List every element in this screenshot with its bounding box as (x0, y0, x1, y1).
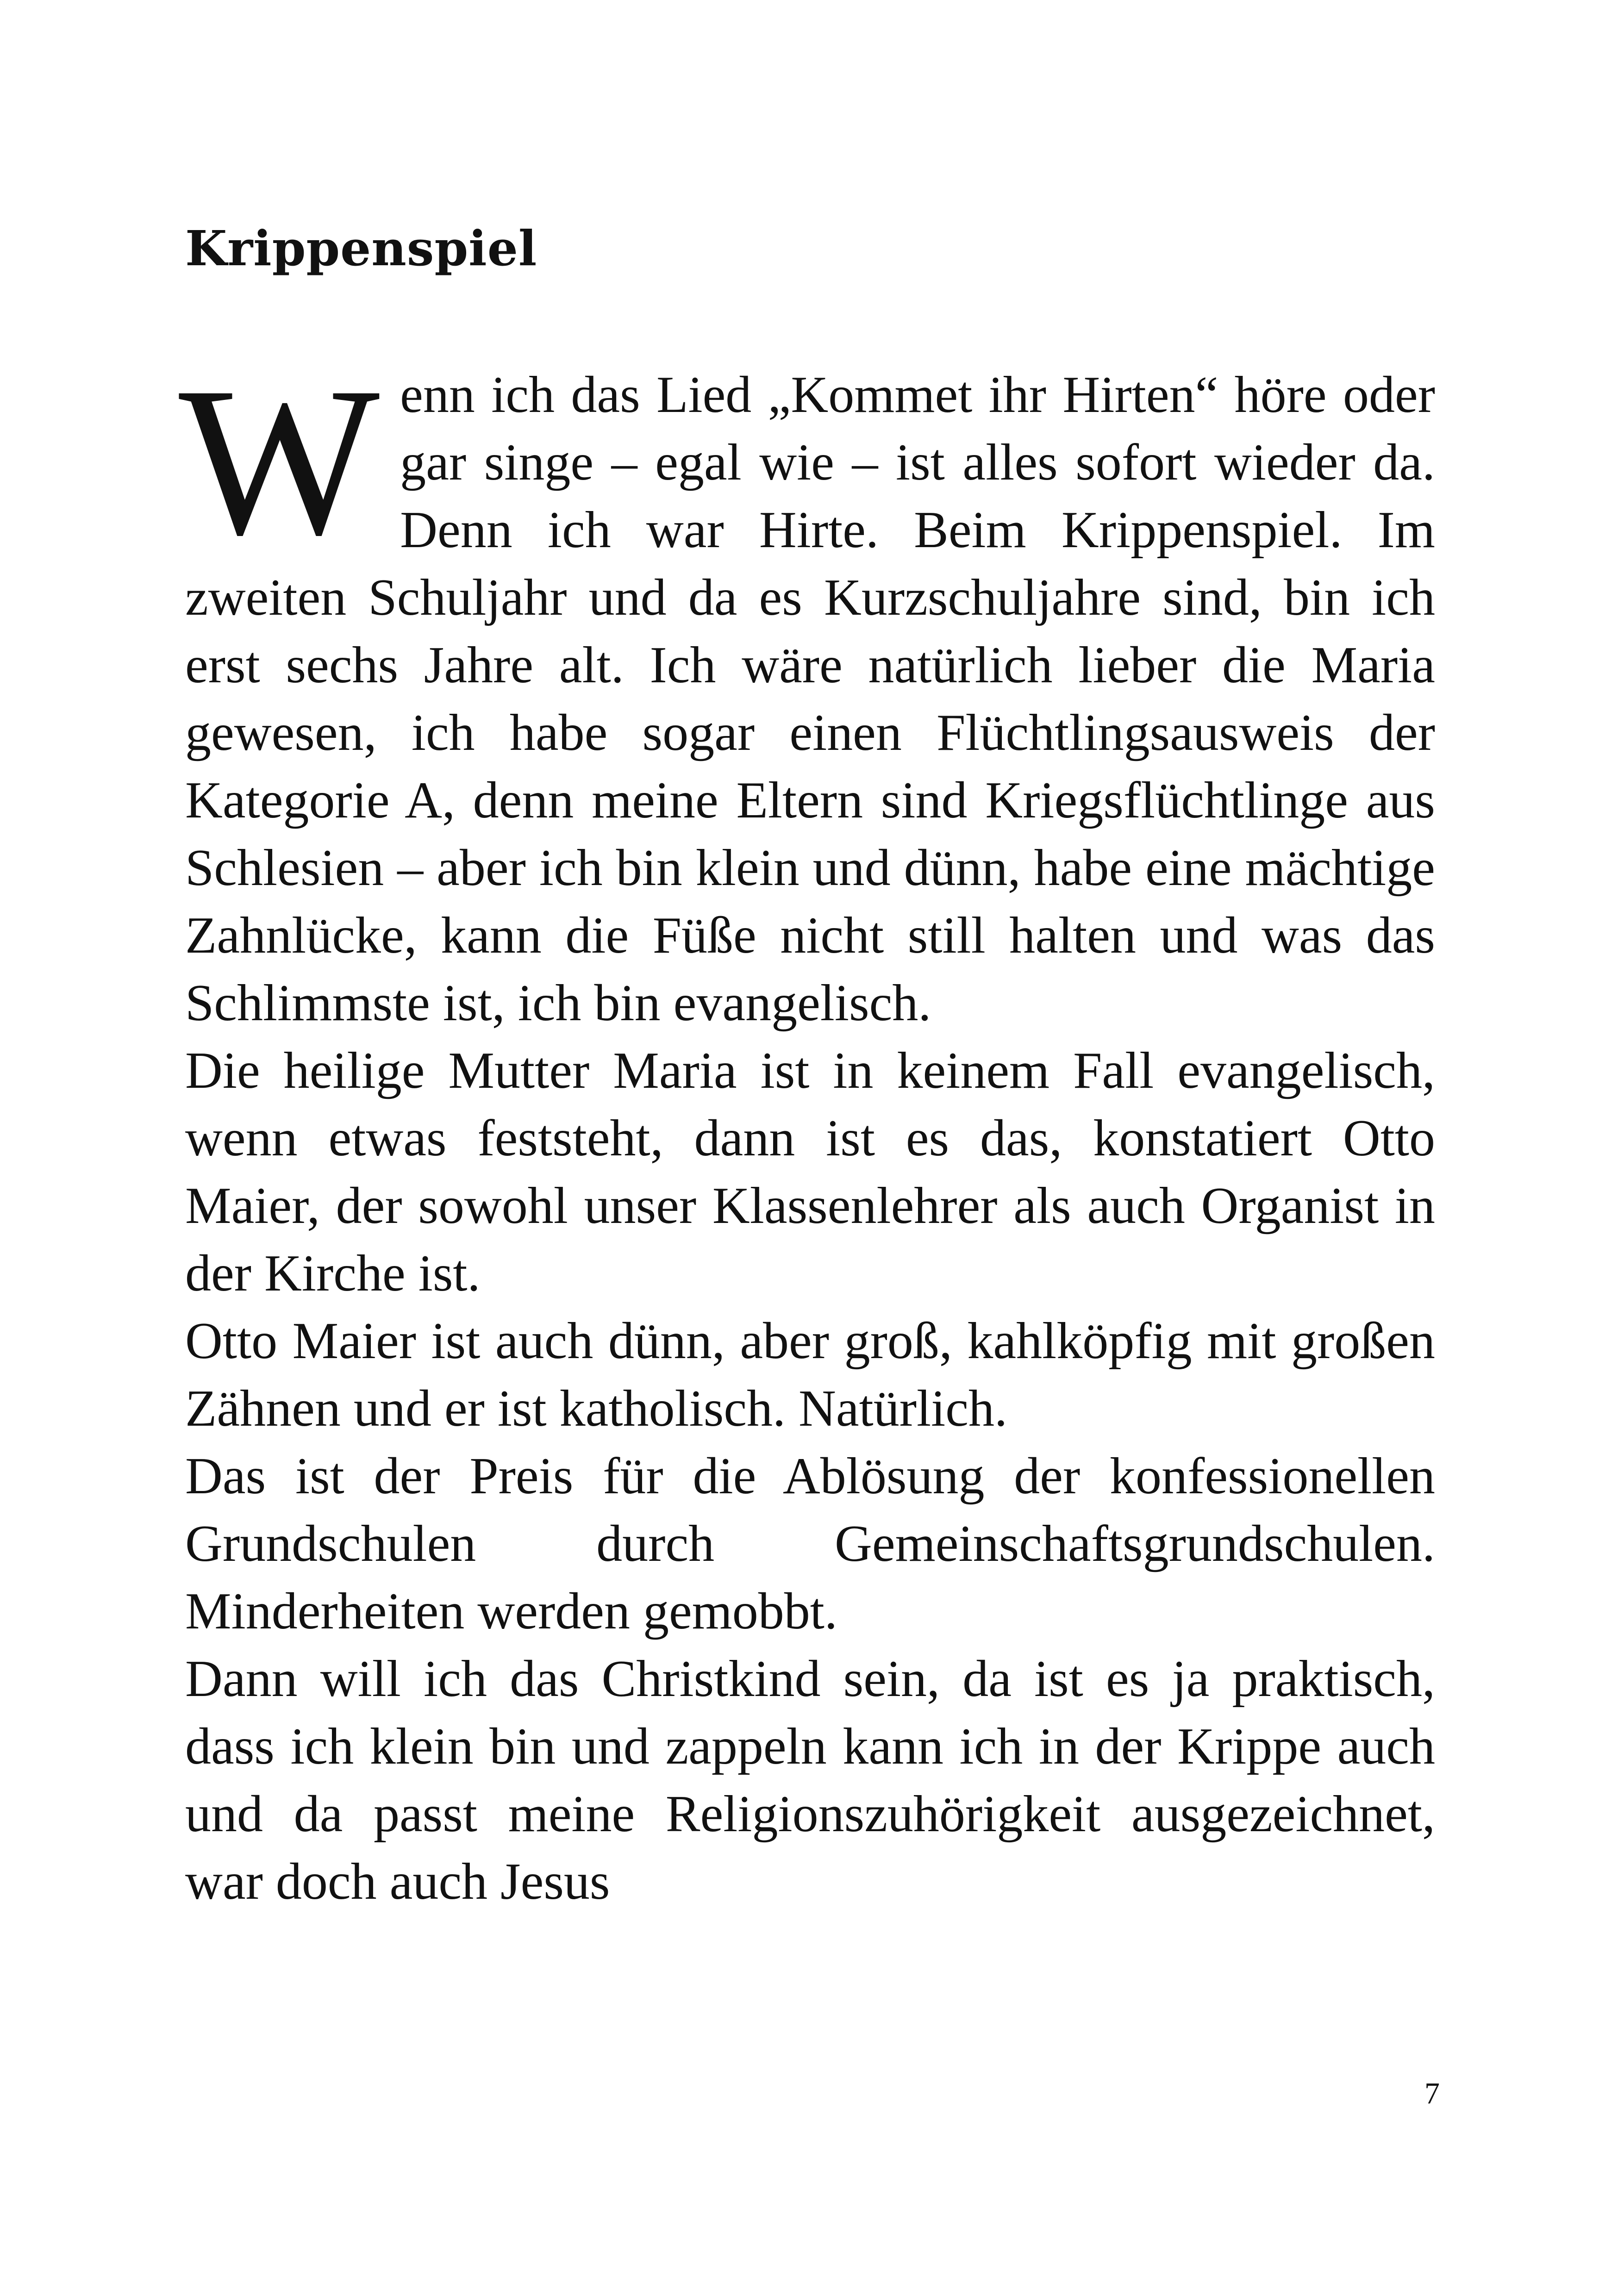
page-title: Krippenspiel (185, 220, 537, 277)
paragraph (179, 343, 1435, 1037)
paragraph: Dann will ich das Christkind sein, da ist es ja praktisch, dass ich klein bin und zappeln kann ich in der Krippe auch und da passt meine Religionszuhörigkeit ausgezeichnet, war doch auch Jesus (185, 1650, 1435, 1910)
paragraph-text: enn ich das Lied „Kommet ihr Hirten“ höre oder gar singe – egal wie – ist alles sofort wieder da. Denn ich war Hirte. Beim Krippenspiel. Im zweiten Schuljahr und da es Kurzschuljahre sind, bin ich erst sechs Jahre alt. Ich wäre natürlich lieber die Maria gewesen, ich habe sogar einen Flüchtlingsausweis der Kategorie A, denn meine Eltern sind Kriegsflüchtlinge aus Schlesien – aber ich bin klein und dünn, habe eine mächtige Zahnlücke, kann die Füße nicht still halten und was das Schlimmste ist, ich bin evangelisch. (185, 366, 1435, 1032)
body-text (179, 343, 1435, 1915)
paragraph: Otto Maier ist auch dünn, aber groß, kahlköpfig mit großen Zähnen und er ist katholisch. Natürlich. (185, 1312, 1435, 1437)
paragraph: Die heilige Mutter Maria ist in keinem Fall evangelisch, wenn etwas feststeht, dann ist es das, konstatiert Otto Maier, der sowohl unser Klassenlehrer als auch Organist in der Kirche ist. (185, 1042, 1435, 1302)
paragraph: Das ist der Preis für die Ablösung der konfessionellen Grundschulen durch Gemeinschaftsgrundschulen. Minderheiten werden gemobbt. (185, 1447, 1435, 1640)
page-number: 7 (1424, 2077, 1440, 2110)
drop-cap: W (179, 343, 380, 579)
